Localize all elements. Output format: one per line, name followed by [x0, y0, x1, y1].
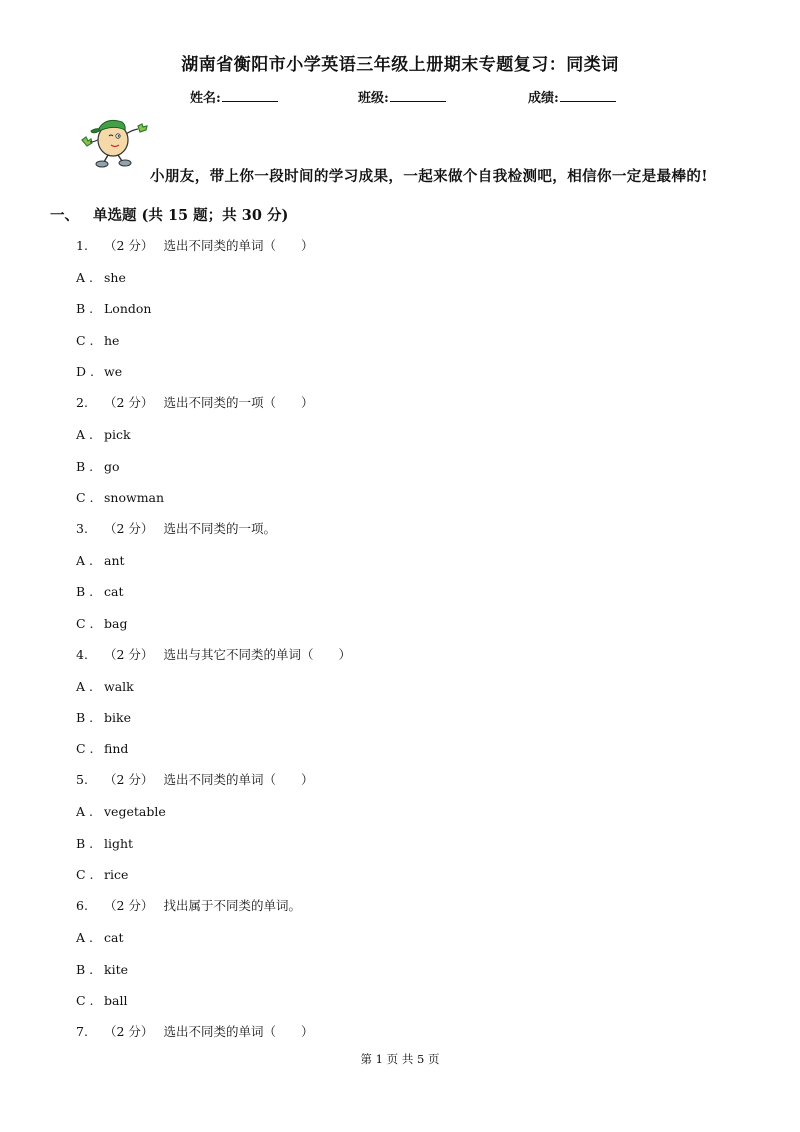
option-letter: B . [76, 962, 94, 977]
question-text: 选出不同类的一项（ ） [163, 395, 314, 410]
question-2-option-a[interactable] [76, 427, 131, 442]
question-2-option-b[interactable] [76, 459, 120, 474]
question-6-option-b[interactable] [76, 962, 128, 977]
option-letter: C . [76, 333, 94, 348]
question-number: 1. [76, 238, 88, 253]
question-text: 选出与其它不同类的单词（ ） [163, 647, 351, 662]
question-1-option-b[interactable] [76, 301, 151, 316]
question-4 [76, 645, 351, 663]
option-letter: C . [76, 616, 94, 631]
question-5 [76, 770, 313, 788]
option-text: rice [104, 867, 129, 882]
name-blank[interactable] [222, 89, 278, 102]
option-text: London [104, 301, 152, 316]
option-text: she [104, 270, 126, 285]
option-letter: A . [76, 270, 93, 285]
class-blank[interactable] [390, 89, 446, 102]
option-text: go [104, 459, 120, 474]
student-info-row [0, 87, 800, 107]
question-1 [76, 236, 313, 254]
question-3-option-b[interactable] [76, 584, 123, 599]
option-text: kite [104, 962, 128, 977]
question-6-option-c[interactable] [76, 993, 127, 1008]
question-2-option-c[interactable] [76, 490, 164, 505]
option-text: walk [104, 679, 134, 694]
option-letter: A . [76, 930, 93, 945]
score-field[interactable] [528, 87, 616, 106]
question-3 [76, 519, 276, 537]
option-text: snowman [104, 490, 165, 505]
question-3-option-a[interactable] [76, 553, 125, 568]
class-label: 班级: [358, 91, 389, 106]
question-2 [76, 393, 313, 411]
question-text: 找出属于不同类的单词。 [163, 898, 301, 913]
mascot-cartoon-image [78, 112, 148, 170]
option-letter: C . [76, 490, 94, 505]
question-score: （2 分） [104, 395, 154, 410]
question-text: 选出不同类的单词（ ） [163, 1024, 314, 1039]
option-text: he [104, 333, 120, 348]
question-number: 7. [76, 1024, 88, 1039]
question-score: （2 分） [104, 238, 154, 253]
class-field[interactable] [358, 87, 446, 106]
question-score: （2 分） [104, 898, 154, 913]
option-text: bag [104, 616, 128, 631]
question-4-option-c[interactable] [76, 741, 128, 756]
question-number: 2. [76, 395, 88, 410]
page-footer: 第 1 页 共 5 页 [360, 1052, 440, 1066]
question-number: 6. [76, 898, 88, 913]
question-text: 选出不同类的一项。 [163, 521, 276, 536]
question-score: （2 分） [104, 1024, 154, 1039]
option-text: ant [104, 553, 125, 568]
question-4-option-b[interactable] [76, 710, 131, 725]
option-letter: D . [76, 364, 94, 379]
section-heading [50, 204, 288, 225]
section-number: 一、 [50, 207, 79, 224]
option-text: ball [104, 993, 128, 1008]
score-blank[interactable] [560, 89, 616, 102]
question-number: 5. [76, 772, 88, 787]
page-title: 湖南省衡阳市小学英语三年级上册期末专题复习：同类词 [181, 55, 619, 75]
option-text: pick [104, 427, 131, 442]
question-1-option-a[interactable] [76, 270, 126, 285]
option-text: light [104, 836, 134, 851]
option-letter: A . [76, 553, 93, 568]
score-label: 成绩: [528, 91, 559, 106]
question-number: 3. [76, 521, 88, 536]
question-7 [76, 1022, 313, 1040]
option-letter: A . [76, 804, 93, 819]
option-text: cat [104, 584, 124, 599]
question-5-option-c[interactable] [76, 867, 128, 882]
option-letter: A . [76, 679, 93, 694]
question-number: 4. [76, 647, 88, 662]
encouragement-text: 小朋友，带上你一段时间的学习成果，一起来做个自我检测吧，相信你一定是最棒的! [150, 168, 709, 185]
option-text: find [104, 741, 129, 756]
question-score: （2 分） [104, 772, 154, 787]
question-score: （2 分） [104, 647, 154, 662]
option-text: vegetable [104, 804, 166, 819]
option-letter: B . [76, 584, 94, 599]
option-letter: B . [76, 710, 94, 725]
question-1-option-c[interactable] [76, 333, 119, 348]
question-3-option-c[interactable] [76, 616, 127, 631]
option-letter: C . [76, 993, 94, 1008]
option-letter: C . [76, 867, 94, 882]
option-letter: A . [76, 427, 93, 442]
question-6-option-a[interactable] [76, 930, 123, 945]
option-text: we [104, 364, 123, 379]
question-1-option-d[interactable] [76, 364, 122, 379]
option-letter: B . [76, 836, 94, 851]
option-letter: B . [76, 301, 94, 316]
question-text: 选出不同类的单词（ ） [163, 772, 314, 787]
name-label: 姓名: [190, 91, 221, 106]
question-text: 选出不同类的单词（ ） [163, 238, 314, 253]
option-letter: C . [76, 741, 94, 756]
question-6 [76, 896, 301, 914]
option-text: cat [104, 930, 124, 945]
question-5-option-a[interactable] [76, 804, 166, 819]
question-5-option-b[interactable] [76, 836, 133, 851]
option-text: bike [104, 710, 131, 725]
question-4-option-a[interactable] [76, 679, 134, 694]
section-title: 单选题 (共 15 题；共 30 分) [93, 207, 289, 224]
option-letter: B . [76, 459, 94, 474]
question-score: （2 分） [104, 521, 154, 536]
name-field[interactable] [190, 87, 278, 106]
